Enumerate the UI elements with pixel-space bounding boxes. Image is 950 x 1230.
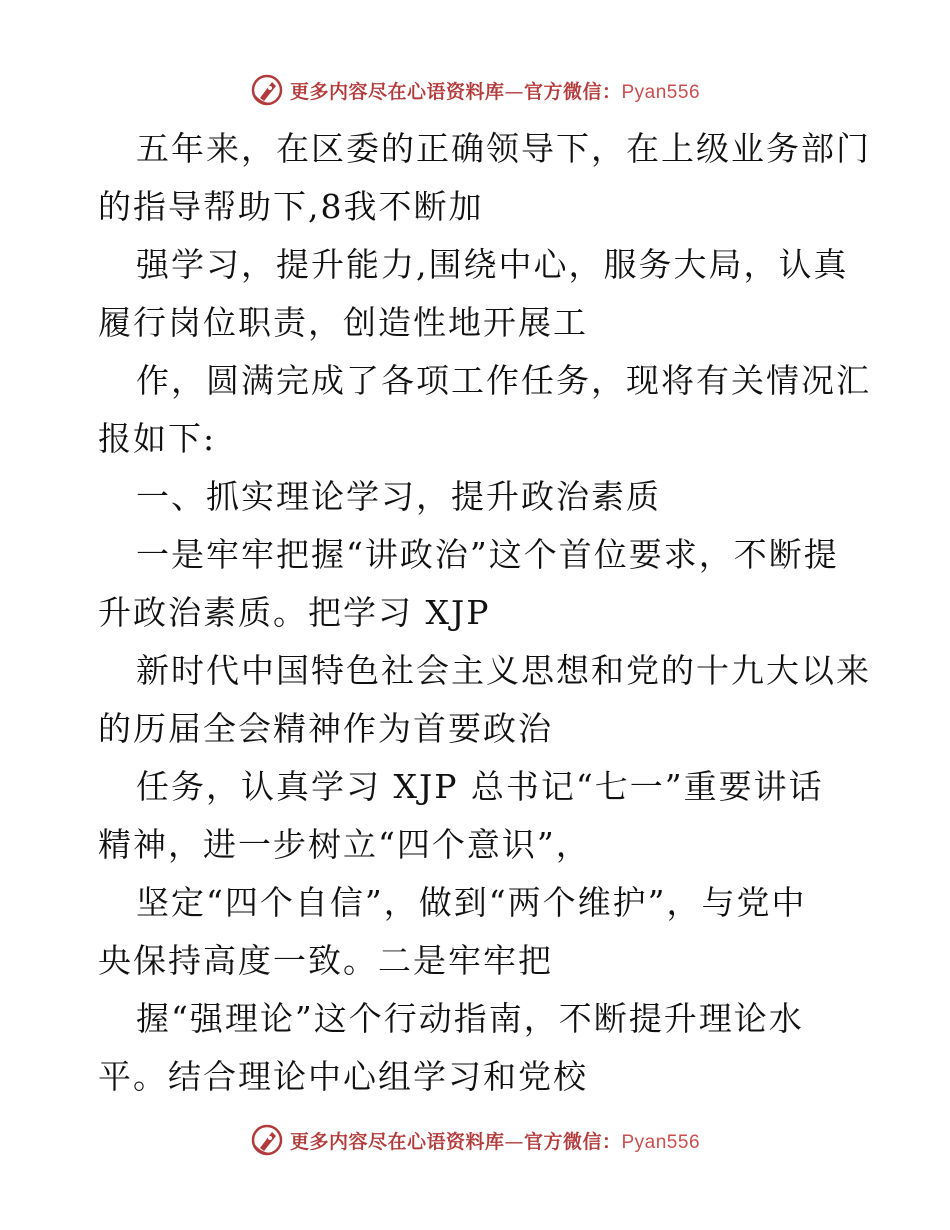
watermark-wechat-label: 官方微信： <box>523 1130 622 1153</box>
document-line: 报如下: <box>98 419 217 458</box>
watermark-text <box>290 77 700 104</box>
watermark-banner-top <box>0 70 950 110</box>
watermark-main-text: 更多内容尽在心语资料库 <box>289 1130 505 1153</box>
document-line: 的历届全会精神作为首要政治 <box>98 709 553 748</box>
document-line: 握“强理论”这个行动指南，不断提升理论水 <box>136 999 804 1038</box>
document-line: 履行岗位职责，创造性地开展工 <box>98 303 588 342</box>
document-line: 升政治素质。把学习 XJP <box>98 593 491 632</box>
document-line: 一是牢牢把握“讲政治”这个首位要求，不断提 <box>136 535 839 574</box>
watermark-dash: — <box>504 80 524 103</box>
document-line: 新时代中国特色社会主义思想和党的十九大以来 <box>136 651 871 690</box>
document-line: 任务，认真学习 XJP 总书记“七一”重要讲话 <box>136 767 824 806</box>
document-line: 平。结合理论中心组学习和党校 <box>98 1057 588 1096</box>
pen-nib-circle-icon <box>250 1123 284 1157</box>
document-body <box>98 120 871 1106</box>
watermark-account: Pyan556 <box>621 1131 701 1153</box>
watermark-main-text: 更多内容尽在心语资料库 <box>289 80 505 103</box>
document-line: 一、抓实理论学习，提升政治素质 <box>136 477 661 516</box>
document-line: 作，圆满完成了各项工作任务，现将有关情况汇 <box>136 361 871 400</box>
document-line: 的指导帮助下,8我不断加 <box>98 187 484 226</box>
watermark-account: Pyan556 <box>621 81 701 103</box>
document-line: 央保持高度一致。二是牢牢把 <box>98 941 553 980</box>
pen-nib-circle-icon <box>250 73 284 107</box>
watermark-wechat-label: 官方微信： <box>523 80 622 103</box>
watermark-text <box>290 1127 700 1154</box>
document-line: 坚定“四个自信”，做到“两个维护”，与党中 <box>136 883 807 922</box>
watermark-banner-bottom <box>0 1120 950 1160</box>
document-line: 精神，进一步树立“四个意识”， <box>98 825 591 864</box>
document-line: 五年来，在区委的正确领导下，在上级业务部门 <box>136 129 871 168</box>
watermark-dash: — <box>504 1130 524 1153</box>
document-line: 强学习，提升能力,围绕中心，服务大局，认真 <box>136 245 849 284</box>
